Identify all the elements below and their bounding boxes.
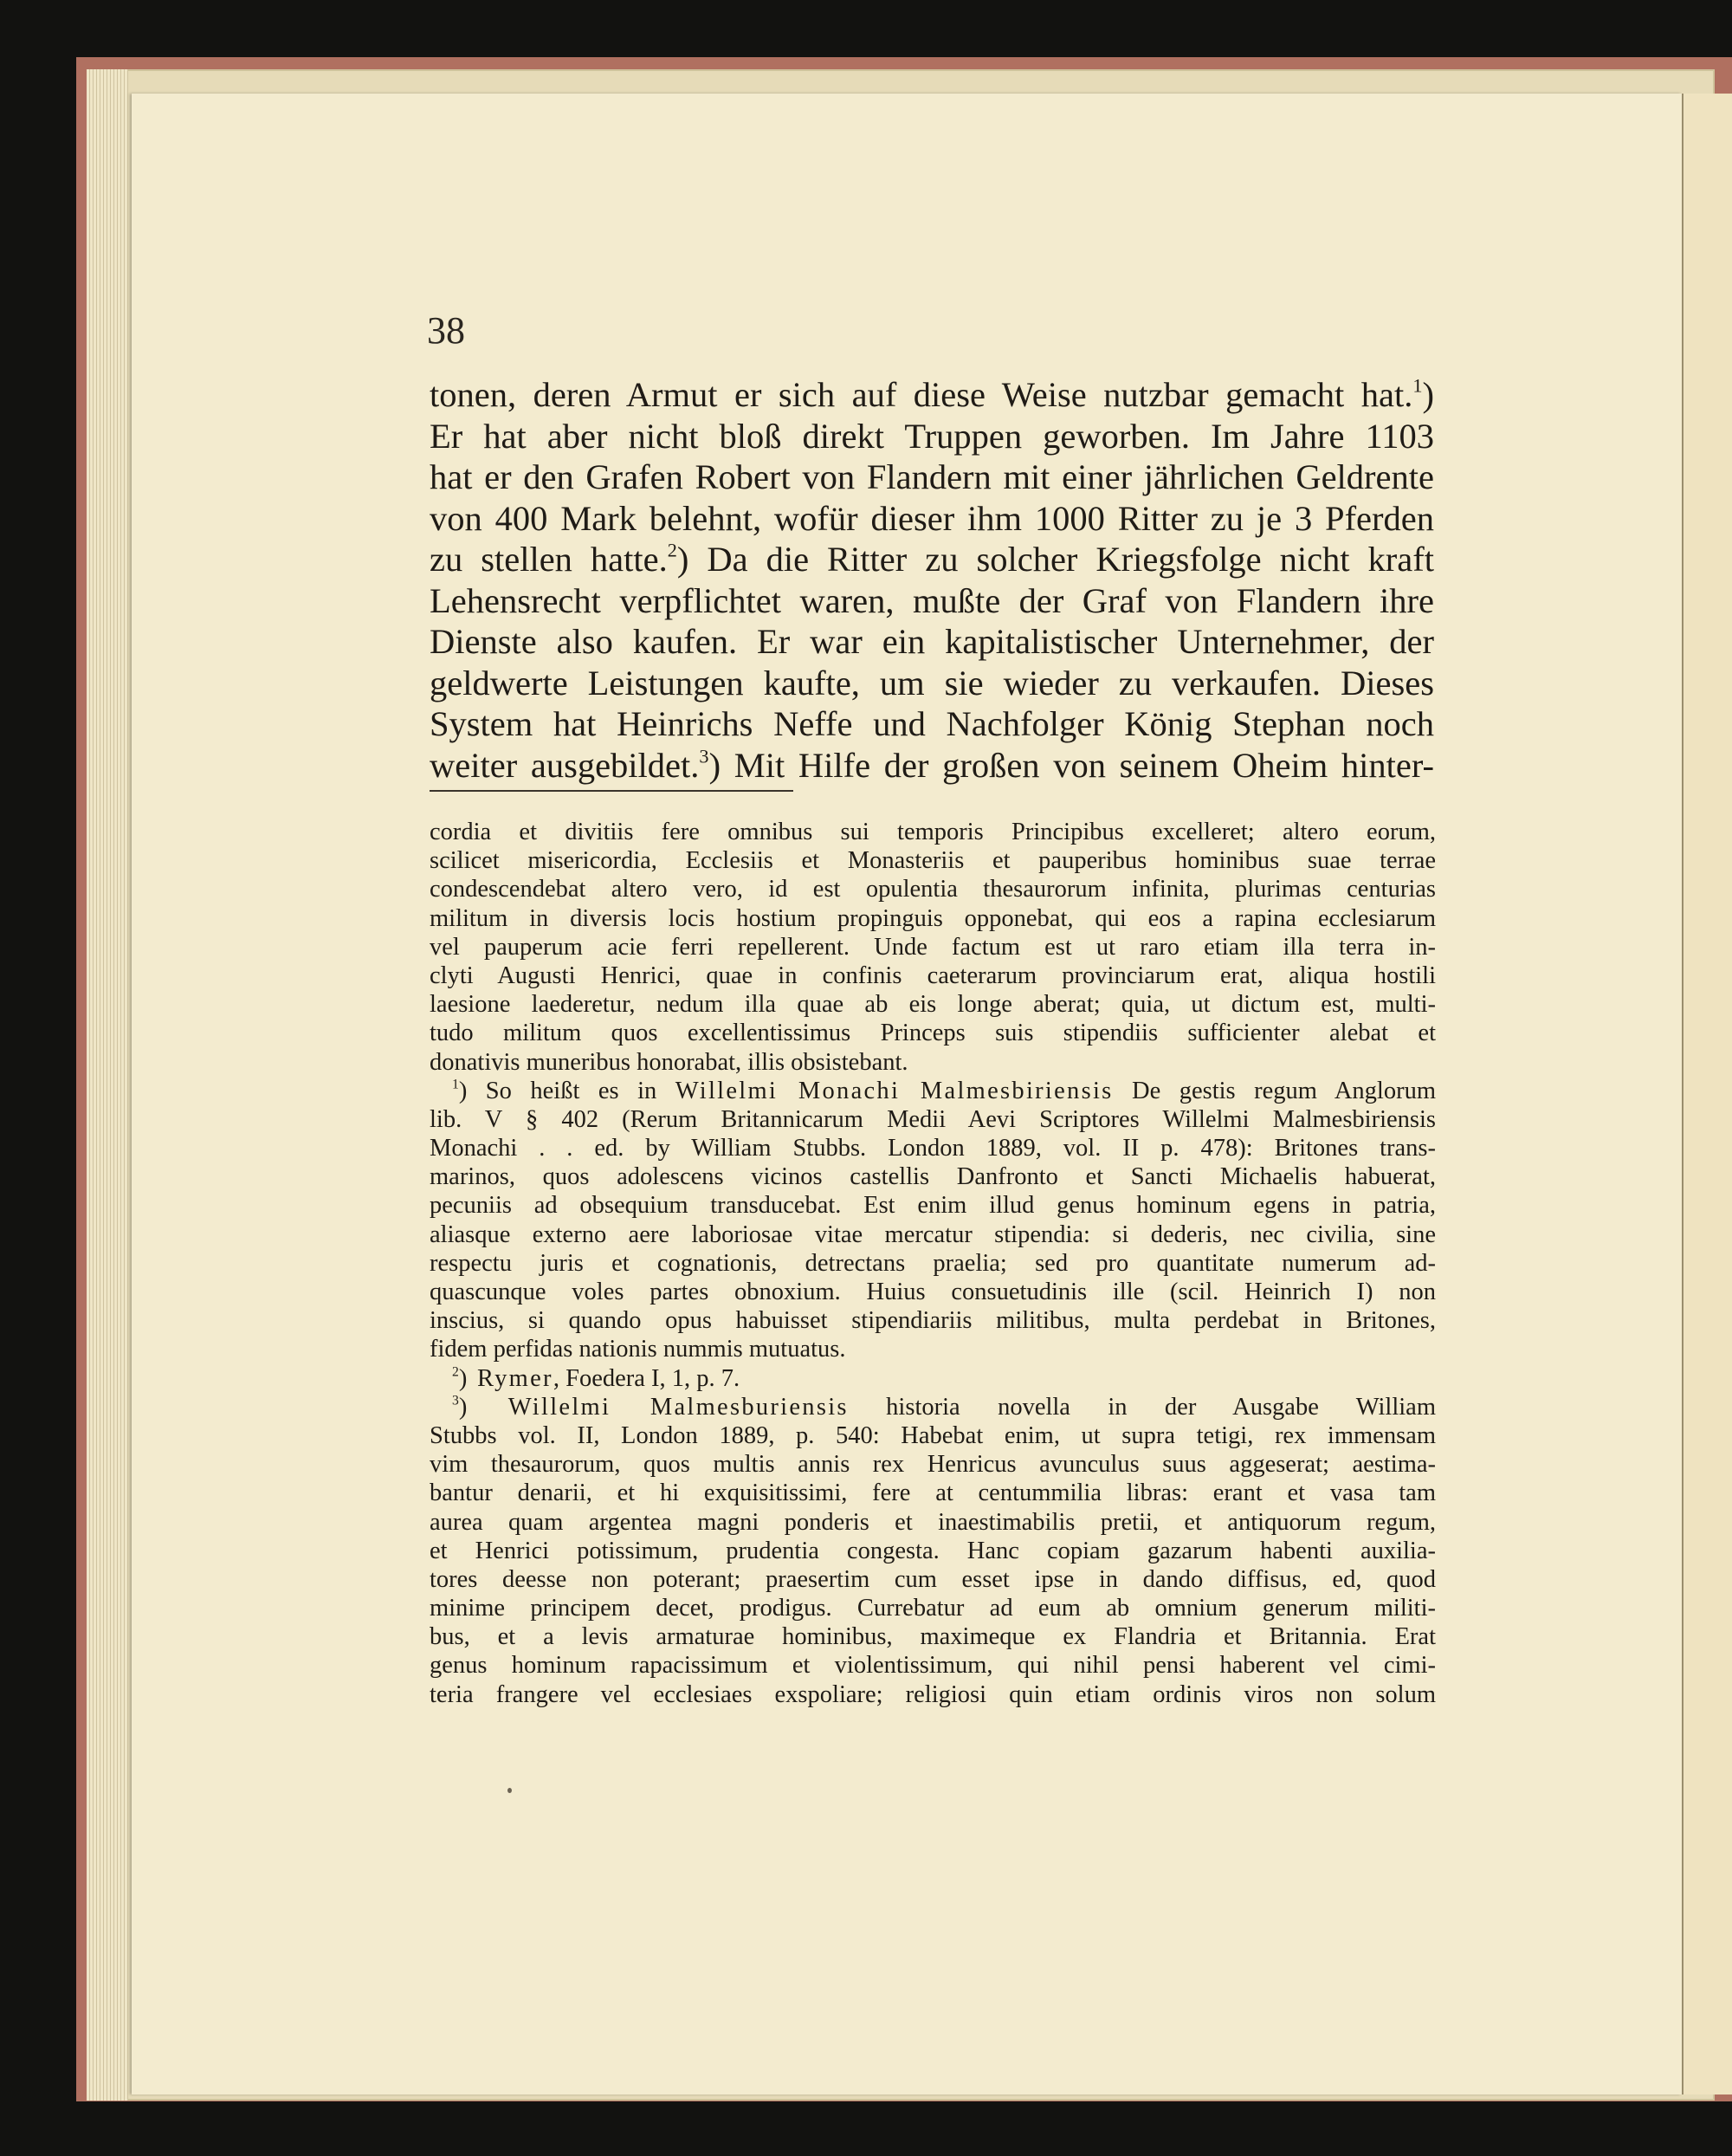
footnote-line: vim thesaurorum, quos multis annis rex Henricus avunculus suus aggeserat; aestima- [430,1451,1436,1479]
footnote-line: pecuniis ad obsequium transducebat. Est enim illud genus hominum egens in patria, [430,1192,1436,1220]
footnote-line: minime principem decet, prodigus. Currebatur ad eum ab omnium generum militi- [430,1595,1436,1622]
page-number: 38 [427,309,465,352]
paper-speck [507,1788,512,1793]
footnote-3-lead: $^3$) Willelmi Malmesburiensis historia novella in der Ausgabe William [452,1393,1436,1421]
text-line: zu stellen hatte.$^2$) Da die Ritter zu solcher Kriegsfolge nicht kraft [430,539,1434,579]
footnote-divider [430,790,793,792]
footnote-line: aurea quam argentea magni ponderis et inaestimabilis pretii, et antiquorum regum, [430,1508,1436,1536]
footnote-line: vel pauperum acie ferri repellerent. Unde factum est ut raro etiam illa terra in- [430,933,1436,961]
footnote-line: clyti Augusti Henrici, quae in confinis caeterarum provinciarum erat, aliqua hostili [430,961,1436,989]
footnote-line: scilicet misericordia, Ecclesiis et Monasteriis et pauperibus hominibus suae terrae [430,847,1436,875]
text-line: tonen, deren Armut er sich auf diese Weise nutzbar gemacht hat.$^1$) [430,374,1434,414]
facing-page-edge [1682,94,1732,2094]
text-line: hat er den Grafen Robert von Flandern mit einer jährlichen Geldrente [430,457,1434,496]
text-line: Er hat aber nicht bloß direkt Truppen geworben. Im Jahre 1103 [430,416,1434,456]
footnote-line: genus hominum rapacissimum et violentissimum, qui nihil pensi haberent vel cimi- [430,1652,1436,1680]
footnote-line: fidem perfidas nationis nummis mutuatus. [430,1336,846,1363]
text-line: von 400 Mark belehnt, wofür dieser ihm 1000 Ritter zu je 3 Pferden [430,498,1434,538]
footnote-line: bus, et a levis armaturae hominibus, maximeque ex Flandria et Britannia. Erat [430,1623,1436,1651]
footnote-line: lib. V § 402 (Rerum Britannicarum Medii Aevi Scriptores Willelmi Malmesbiriensis [430,1105,1436,1133]
footnote-line: teria frangere vel ecclesiaes exspoliare; religiosi quin etiam ordinis viros non solum [430,1680,1436,1708]
main-text [430,374,1434,786]
text-line: System hat Heinrichs Neffe und Nachfolger König Stephan noch [430,704,1434,743]
footnote-1-lead: $^1$) So heißt es in Willelmi Monachi Malmesbiriensis De gestis regum Anglorum [452,1076,1436,1104]
footnote-line: laesione laederetur, nedum illa quae ab eis longe aberat; quia, ut dictum est, multi- [430,991,1436,1019]
footnote-ref: 2 [667,539,677,561]
footnote-line: bantur denarii, et hi exquisitissimi, fere at centummilia libras: erant et vasa tam [430,1479,1436,1507]
text-line: weiter ausgebildet.$^3$) Mit Hilfe der großen von seinem Oheim hinter- [430,744,1435,785]
footnote-line: donativis muneribus honorabat, illis obsistebant. [430,1048,908,1076]
footnote-line: respectu juris et cognationis, detrectans praelia; sed pro quantitate numerum ad- [430,1249,1436,1277]
text-line: Dienste also kaufen. Er war ein kapitalistischer Unternehmer, der [430,622,1434,661]
footnote-ref: 1 [1412,374,1423,397]
footnotes [430,818,1436,1709]
footnote-line: cordia et divitiis fere omnibus sui temporis Principibus excelleret; altero eorum, [430,819,1436,845]
footnote-line: Stubbs vol. II, London 1889, p. 540: Habebat enim, ut supra tetigi, rex immensam [430,1421,1436,1449]
text-line: geldwerte Leistungen kaufte, um sie wieder zu verkaufen. Dieses [430,663,1434,702]
footnote-line: tores deesse non poterant; praesertim cum esset ipse in dando diffisus, ed, quod [430,1565,1436,1593]
footnote-line: quascunque voles partes obnoxium. Huius consuetudinis ille (scil. Heinrich I) non [430,1279,1436,1305]
footnote-line: inscius, si quando opus habuisset stipendiariis militibus, multa perdebat in Britones, [430,1307,1436,1335]
footnote-line: condescendebat altero vero, id est opulentia thesaurorum infinita, plurimas centurias [430,876,1436,903]
footnote-line: militum in diversis locis hostium propinguis opponebat, qui eos a rapina ecclesiarum [430,904,1436,932]
footnote-line: tudo militum quos excellentissimus Princeps suis stipendiis sufficienter alebat et [430,1020,1436,1047]
footnote-line: aliasque externo aere laboriosae vitae mercatur stipendia: si dederis, nec civilia, sine [430,1220,1436,1248]
footnote-line: marinos, quos adolescens vicinos castellis Danfronto et Sancti Michaelis habuerat, [430,1163,1436,1191]
footnote-line: Monachi . . ed. by William Stubbs. London 1889, vol. II p. 478): Britones trans- [430,1135,1436,1162]
text-line: Lehensrecht verpflichtet waren, mußte der Graf von Flandern ihre [430,580,1434,620]
footnote-line: et Henrici potissimum, prudentia congesta. Hanc copiam gazarum habenti auxilia- [430,1537,1436,1564]
footnote-ref: 3 [699,744,709,767]
footnote-2: $^2$) Rymer, Foedera I, 1, p. 7. [452,1363,740,1392]
